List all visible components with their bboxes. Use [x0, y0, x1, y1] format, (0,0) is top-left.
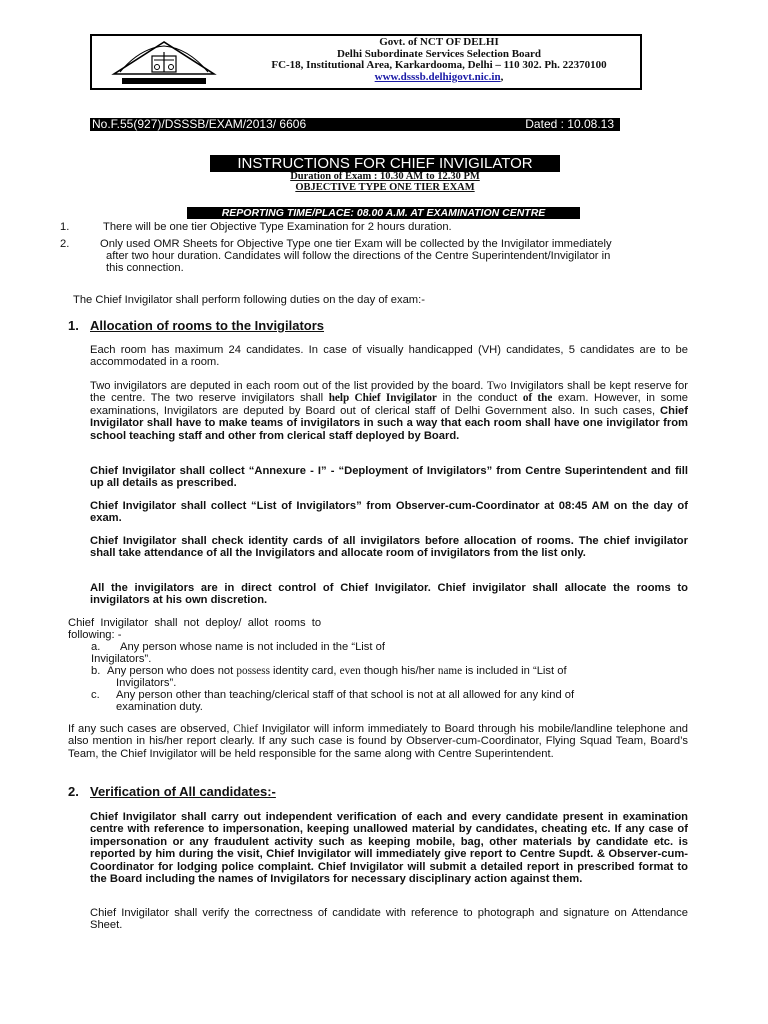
section-1-para-1: Each room has maximum 24 candidates. In case of visually handicapped (VH) candidates, 5 candidates are to be accommodated in a room. [90, 344, 688, 369]
item-b-line-2: Invigilators”. [116, 677, 177, 689]
point-2-line-1: Only used OMR Sheets for Objective Type one tier Exam will be collected by the Invigilator immediately [100, 238, 612, 250]
exam-type-text: OBJECTIVE TYPE ONE TIER EXAM [295, 182, 475, 193]
item-b-part-g: is included in “List of [462, 665, 567, 677]
item-b-mark: b. [91, 665, 101, 677]
section-2-para-2: Chief Invigilator shall verify the correctness of candidate with reference to photograph and signature on Attendance Sheet. [90, 907, 688, 932]
item-a-mark: a. [91, 641, 101, 653]
section-1-para-5: Chief Invigilator shall check identity cards of all invigilators before allocation of rooms. The chief invigilator shall take attendance of all the Invigilators and allocate room of invigilators from the list only. [90, 535, 688, 560]
point-2-line-2: after two hour duration. Candidates will follow the directions of the Centre Superintendent/Invigilator in [106, 250, 611, 262]
p2-part-h: Chief Invigilator shall have to make teams of invigilators in such a way that each room shall have one invigilator from school teaching staff and other from clerical staff deployed by Board. [90, 404, 688, 442]
section-2-heading-text: Verification of All candidates:- [90, 784, 276, 799]
p2-part-b: Two [486, 380, 507, 392]
intro-text: The Chief Invigilator shall perform following duties on the day of exam:- [73, 294, 425, 306]
p7-part-b: Chief [233, 723, 259, 735]
item-b-part-a: Any person who does not [107, 665, 237, 677]
item-c-mark: c. [91, 689, 100, 701]
p2-part-e: in the conduct [436, 392, 523, 405]
p7-part-a: If any such cases are observed, [68, 723, 234, 735]
duration-text: Duration of Exam : 10.30 AM to 12.30 PM [290, 171, 480, 182]
reference-date: Dated : 10.08.13 [525, 117, 614, 131]
point-2-line-3: this connection. [106, 262, 184, 274]
section-2-number: 2. [68, 784, 79, 799]
point-2-number: 2. [60, 238, 70, 250]
section-1-para-2 [90, 380, 688, 442]
section-1-para-4: Chief Invigilator shall collect “List of Invigilators” from Observer-cum-Coordinator at 08:45 AM on the day of exam. [90, 500, 688, 525]
item-c-line-2: examination duty. [116, 701, 203, 713]
reporting-banner: REPORTING TIME/PLACE: 08.00 A.M. AT EXAMINATION CENTRE [187, 207, 580, 219]
point-1-text: There will be one tier Objective Type Examination for 2 hours duration. [103, 221, 452, 233]
section-1-number: 1. [68, 318, 79, 333]
p2-part-a: Two invigilators are deputed in each room out of the list provided by the board. [90, 380, 487, 392]
letterhead [90, 34, 642, 90]
item-c-line-1: Any person other than teaching/clerical staff of that school is not at all allowed for any kind of [116, 689, 575, 701]
item-b-part-c: identity card, [269, 665, 340, 677]
govt-name: Govt. of NCT OF DELHI [379, 36, 499, 48]
website-link-suffix: , [500, 70, 504, 83]
website-link[interactable]: www.dsssb.delhigovt.nic.in [374, 70, 501, 83]
section-2-para-1: Chief Invigilator shall carry out independent verification of each and every candidate present in examination centre with reference to impersonation, keeping unallowed material by candidates, cheating etc. If any case of impersonation or any fraudulent activity such as keeping mobile, bag, other materials by candidate etc. is reported by him during the visit, Chief Invigilator will immediately give report to Centre Supdt. & Observer-cum-Coordinator for lodging police complaint. Chief Invigilator will submit a detailed report in prescribed format to the Board including the names of Invigilators for necessary disciplinary action against them. [90, 811, 688, 886]
item-b-part-f: name [437, 665, 463, 677]
deploy-line-2: following: - [68, 629, 122, 641]
exam-type-line [210, 182, 560, 193]
section-1-para-3: Chief Invigilator shall collect “Annexure - I” - “Deployment of Invigilators” from Centre Superintendent and fill up all details as prescribed. [90, 465, 688, 490]
section-1-heading-text: Allocation of rooms to the Invigilators [90, 318, 325, 333]
item-b-part-b: possess [236, 665, 270, 677]
item-b-line-1 [107, 665, 567, 677]
p2-part-g: exam. However, in some examinations, Invigilators are deputed by Board out of clerical staff of Delhi Government also. In such cases, [90, 392, 688, 417]
document-title: INSTRUCTIONS FOR CHIEF INVIGILATOR [210, 155, 560, 172]
section-1-heading [90, 318, 324, 333]
p2-part-d: help Chief Invigilator [328, 392, 437, 405]
p7-part-c: Invigilator will inform immediately to Board through his mobile/landline telephone and also mention in his/her report clearly. If any such case is found by Observer-cum-Coordinator, Flying Squad Team, Board’s Team, the Chief Invigilator will be held responsible for the same along with Centre Superintendent. [68, 723, 689, 760]
p2-part-c: Invigilators shall be kept reserve for the centre. The two reserve invigilators shall [90, 380, 688, 405]
point-1-number: 1. [60, 221, 70, 233]
reference-number: No.F.55(927)/DSSSB/EXAM/2013/ 6606 [92, 117, 307, 131]
board-address: FC-18, Institutional Area, Karkardooma, Delhi – 110 302. Ph. 22370100 [271, 59, 607, 71]
p2-part-f: of the [522, 392, 553, 405]
letterhead-text [242, 37, 636, 83]
item-b-part-d: even [339, 665, 361, 677]
item-a-line-2: Invigilators”. [91, 653, 152, 665]
item-a-line-1: Any person whose name is not included in the “List of [120, 641, 385, 653]
dsssb-logo [100, 40, 228, 86]
duration-line [210, 171, 560, 182]
reference-bar [90, 118, 620, 131]
section-1-para-6: All the invigilators are in direct control of Chief Invigilator. Chief invigilator shall allocate the rooms to invigilators at his own discretion. [90, 582, 688, 607]
section-2-heading [90, 784, 276, 799]
board-name: Delhi Subordinate Services Selection Board [336, 47, 542, 60]
item-b-part-e: though his/her [360, 665, 438, 677]
deploy-line-1: Chief Invigilator shall not deploy/ allot rooms to [68, 617, 322, 629]
section-1-para-7 [68, 723, 688, 760]
